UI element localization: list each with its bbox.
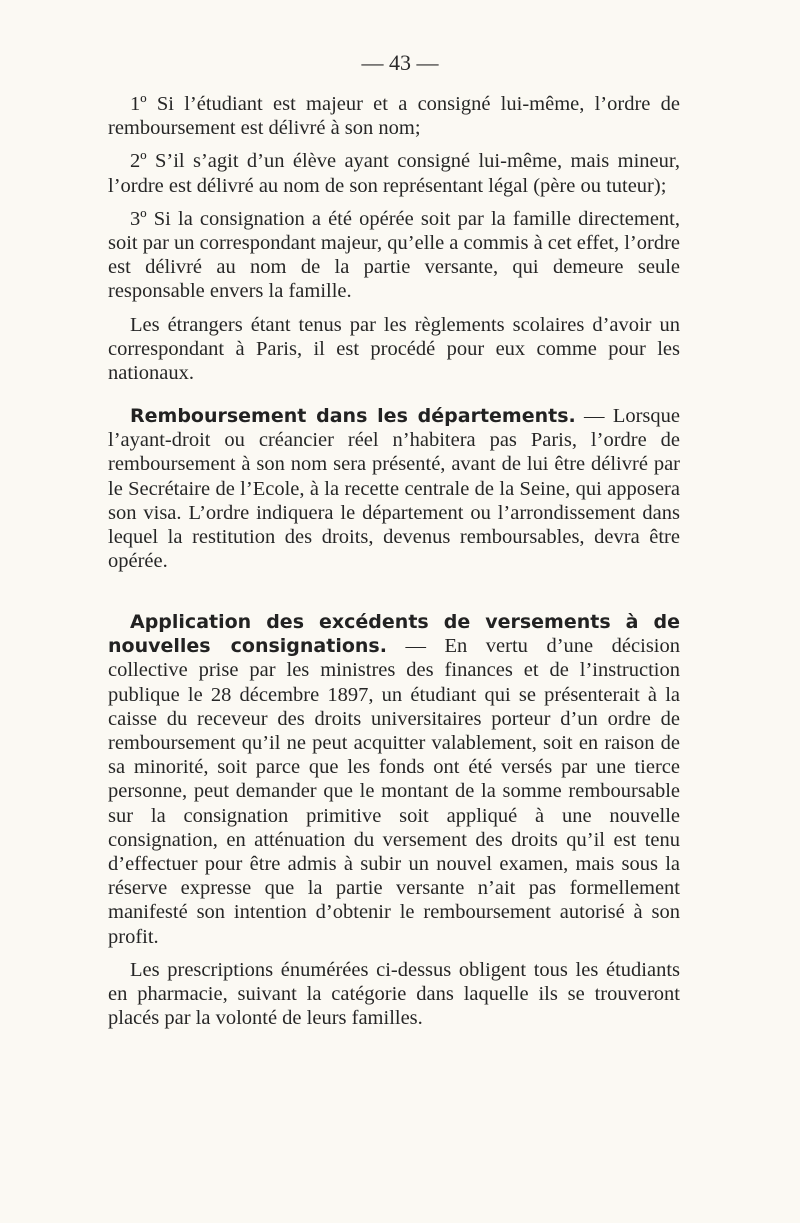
paragraph-mineur: 2º S’il s’agit d’un élève ayant consigné lui-même, mais mineur, l’ordre est délivré au nom de son représentant légal (père ou tuteur);: [108, 150, 680, 197]
paragraph-prescriptions: Les prescriptions énumérées ci-dessus obligent tous les étudiants en pharmacie, suivant la catégorie dans laquelle ils se trouveront placés par la volonté de leurs familles.: [108, 958, 680, 1030]
text-block-1: [108, 92, 680, 385]
section-excedents-body: — En vertu d’une décision collective prise par les ministres des finances et de l’instruction publique le 28 décembre 1897, un étudiant qui se présenterait à la caisse du receveur des droits universitaires porteur d’un ordre de remboursement qu’il ne peut acquitter valablement, soit en raison de sa minorité, soit parce que les fonds ont été versés par une tierce personne, peut demander que le montant de la somme remboursable sur la consignation primitive soit appliqué à une nouvelle consignation, en atténuation du versement des droits qu’il est tenu d’effectuer pour être admis à subir un nouvel examen, mais sous la réserve expresse que la partie versante n’ait pas formellement manifesté son intention d’obtenir le remboursement autorisé à son profit.: [108, 635, 680, 948]
section-departements-body: — Lorsque l’ayant-droit ou créancier réel n’habitera pas Paris, l’ordre de remboursement à son nom sera présenté, avant de lui être délivré par le Secrétaire de l’Ecole, à la recette centrale de la Seine, qui apposera son visa. L’ordre indiquera le département ou l’arrondissement dans lequel la restitution des droits, devenus remboursables, devra être opérée.: [108, 405, 680, 573]
paragraph-majeur: 1º Si l’étudiant est majeur et a consigné lui-même, l’ordre de remboursement est délivré à son nom;: [108, 93, 680, 140]
section-departements-heading: Remboursement dans les départements.: [130, 405, 576, 427]
text-block-2: [108, 404, 680, 573]
paragraph-etrangers: Les étrangers étant tenus par les règlements scolaires d’avoir un correspondant à Paris, il est procédé pour eux comme pour les nationaux.: [108, 313, 680, 385]
section-excedents: [108, 610, 680, 949]
section-excedents-heading: Application des excédents de versements à de nouvelles consignations.: [108, 611, 680, 658]
section-departements: [108, 404, 680, 573]
text-block-3: [108, 610, 680, 1030]
page-number: — 43 —: [361, 50, 439, 75]
paragraph-famille: 3º Si la consignation a été opérée soit par la famille directement, soit par un correspondant majeur, qu’elle a commis à cet effet, l’ordre est délivré au nom de la partie versante, qui demeure seule responsable envers la famille.: [108, 207, 681, 303]
